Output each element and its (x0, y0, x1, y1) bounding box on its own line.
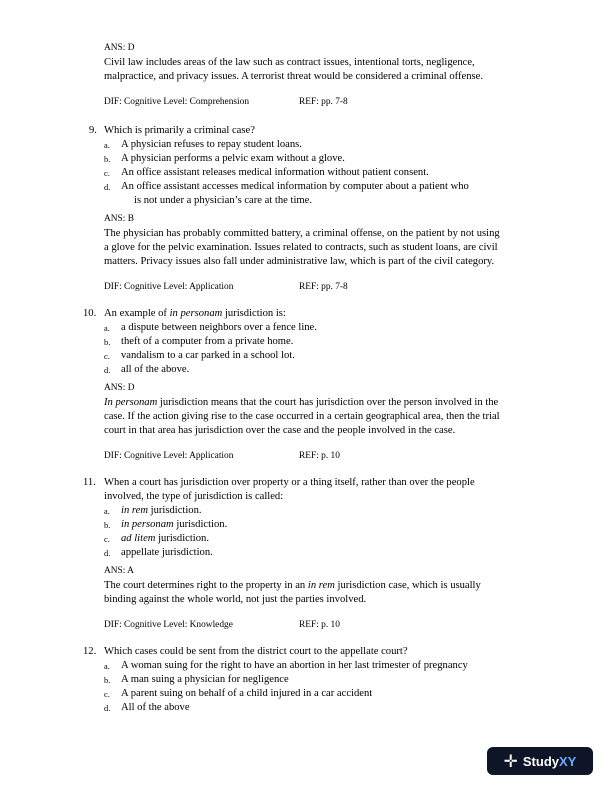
option-text: all of the above. (121, 364, 190, 375)
option-letter: b. (104, 155, 111, 164)
option-text: in personam jurisdiction. (121, 519, 228, 530)
rationale-line: The court determines right to the property in an in rem jurisdiction case, which is usually (104, 580, 481, 591)
option-letter: c. (104, 535, 110, 544)
question-text: Which is primarily a criminal case? (104, 125, 255, 136)
option-text: A physician performs a pelvic exam without a glove. (121, 153, 345, 164)
option-text: A man suing a physician for negligence (121, 674, 289, 685)
question-text: When a court has jurisdiction over property or a thing itself, rather than over the people (104, 477, 475, 488)
option-letter: d. (104, 183, 111, 192)
brand-wordmark: StudyXY (522, 753, 577, 769)
option-letter: a. (104, 507, 110, 516)
rationale-line: The physician has probably committed battery, a criminal offense, on the patient by not using (104, 228, 500, 239)
option-letter: d. (104, 366, 111, 375)
difficulty-label: DIF: Cognitive Level: Application (104, 282, 234, 292)
question-text: An example of in personam jurisdiction is: (104, 308, 286, 319)
rationale-line: malpractice, and privacy issues. A terrorist threat would be considered a criminal offense. (104, 71, 483, 82)
answer-key: ANS: A (104, 566, 134, 576)
reference-label: REF: pp. 7-8 (299, 97, 348, 107)
option-text: in rem jurisdiction. (121, 505, 202, 516)
reference-label: REF: pp. 7-8 (299, 282, 348, 292)
answer-key: ANS: D (104, 383, 135, 393)
rationale-line: court in that area has jurisdiction over the case and the people involved in the case. (104, 425, 456, 436)
answer-key: ANS: D (104, 43, 135, 53)
option-text: ad litem jurisdiction. (121, 533, 209, 544)
option-letter: b. (104, 676, 111, 685)
difficulty-label: DIF: Cognitive Level: Application (104, 451, 234, 461)
option-text: An office assistant releases medical information without patient consent. (121, 167, 429, 178)
rationale-line: a glove for the pelvic examination. Issues related to contracts, such as student loans, are civil (104, 242, 498, 253)
option-text: A parent suing on behalf of a child injured in a car accident (121, 688, 373, 699)
difficulty-label: DIF: Cognitive Level: Comprehension (104, 97, 250, 107)
rationale-line: binding against the whole world, not just the parties involved. (104, 594, 367, 605)
option-text: vandalism to a car parked in a school lot. (121, 350, 295, 361)
option-text: appellate jurisdiction. (121, 547, 213, 558)
option-letter: a. (104, 324, 110, 333)
question-text: involved, the type of jurisdiction is called: (104, 491, 284, 502)
option-letter: b. (104, 521, 111, 530)
question-number: 9. (89, 125, 97, 136)
option-text: a dispute between neighbors over a fence line. (121, 322, 317, 333)
option-text: A woman suing for the right to have an abortion in her last trimester of pregnancy (121, 660, 468, 671)
reference-label: REF: p. 10 (299, 620, 340, 630)
rationale-line: Civil law includes areas of the law such as contract issues, intentional torts, negligence, (104, 57, 475, 68)
option-letter: d. (104, 704, 111, 713)
question-number: 10. (83, 308, 97, 319)
option-text-continued: is not under a physician’s care at the time. (134, 195, 312, 206)
difficulty-label: DIF: Cognitive Level: Knowledge (104, 620, 233, 630)
option-letter: a. (104, 662, 110, 671)
option-letter: b. (104, 338, 111, 347)
reference-label: REF: p. 10 (299, 451, 340, 461)
rationale-line: matters. Privacy issues also fall under administrative law, which is part of the civil category. (104, 256, 495, 267)
option-letter: c. (104, 169, 110, 178)
studyxy-badge[interactable] (487, 747, 593, 775)
option-letter: d. (104, 549, 111, 558)
question-number: 11. (83, 477, 96, 488)
option-text: theft of a computer from a private home. (121, 336, 294, 347)
question-text: Which cases could be sent from the district court to the appellate court? (104, 646, 408, 657)
option-text: A physician refuses to repay student loans. (121, 139, 302, 150)
option-letter: c. (104, 690, 110, 699)
plus-icon: ✛ (503, 751, 518, 771)
option-text: All of the above (121, 702, 190, 713)
rationale-line: In personam jurisdiction means that the court has jurisdiction over the person involved in the (104, 397, 499, 408)
rationale-line: case. If the action giving rise to the case occurred in a certain geographical area, then the trial (104, 411, 500, 422)
option-letter: a. (104, 141, 110, 150)
answer-key: ANS: B (104, 214, 134, 224)
option-letter: c. (104, 352, 110, 361)
option-text: An office assistant accesses medical information by computer about a patient who (121, 181, 469, 192)
question-number: 12. (83, 646, 97, 657)
